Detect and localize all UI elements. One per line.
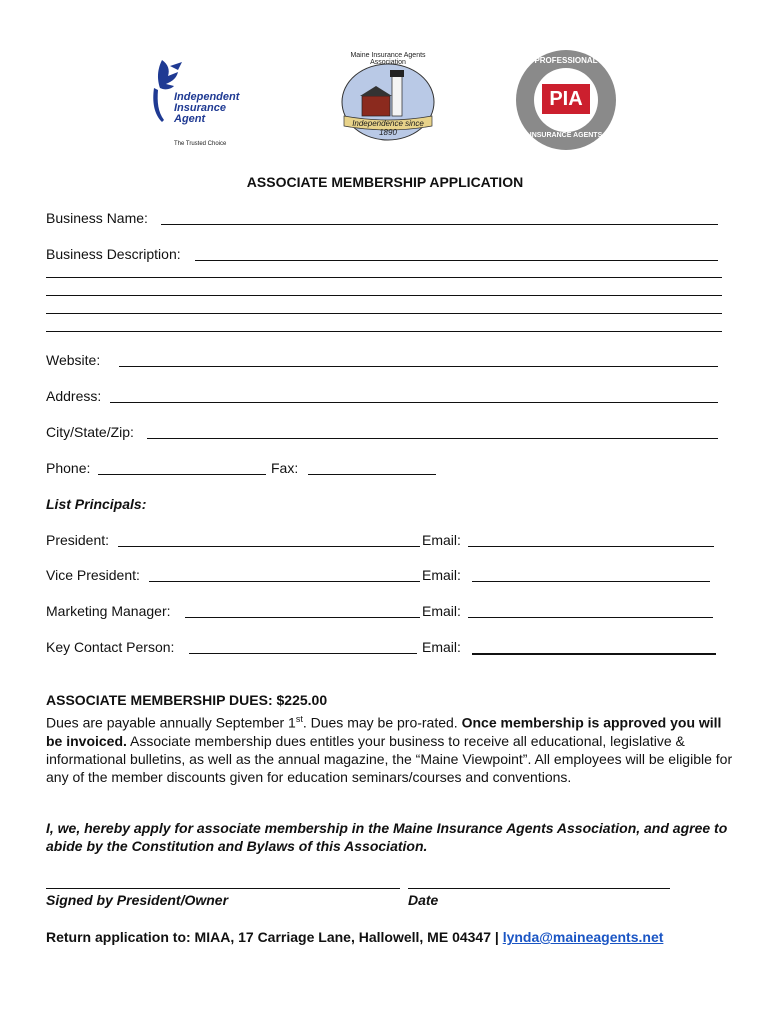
return-address-text: Return application to: MIAA, 17 Carriage Lane, Hallowell, ME 04347 | [46,929,503,945]
miaa-banner: Independence since 1890 [352,119,424,137]
pia-logo [514,48,618,152]
fax-input[interactable] [308,474,436,475]
date-label: Date [408,892,439,908]
business-description-line-3[interactable] [46,295,722,296]
independent-insurance-agent-logo [148,52,263,152]
business-name-input[interactable] [161,224,718,225]
vice-president-input[interactable] [149,581,420,582]
iia-tagline: The Trusted Choice [174,141,227,147]
key-contact-input[interactable] [189,653,417,654]
address-label: Address: [46,388,102,404]
president-email-label: Email: [422,532,461,548]
city-state-zip-input[interactable] [147,438,718,439]
business-description-input[interactable] [195,260,718,261]
contact-email-link[interactable]: lynda@maineagents.net [502,929,664,945]
pia-ring-bottom: INSURANCE AGENTS [529,132,603,139]
address-input[interactable] [110,402,718,403]
dues-text-2: . Dues may be pro-rated. [302,714,462,731]
pia-mark: PIA [549,88,583,110]
vice-president-email-input[interactable] [472,581,710,582]
miaa-arc-text: Maine Insurance Agents Association [350,52,426,66]
business-description-line-4[interactable] [46,313,722,314]
dues-text-4: Associate membership dues entitles your business to receive all educational, legislative & informational bulletins, as well as the annual magazine, the “Maine Viewpoint”. All employees will be eligible for any of the member discounts given for education seminars/courses and conventions. [46,732,733,785]
marketing-manager-email-input[interactable] [468,617,713,618]
phone-label: Phone: [46,460,91,476]
dues-paragraph [46,710,736,786]
website-label: Website: [46,352,101,368]
fax-label: Fax: [271,460,299,476]
key-contact-email-label: Email: [422,639,461,655]
president-input[interactable] [118,546,420,547]
pia-ring-top: PROFESSIONAL [534,56,598,65]
dues-heading: ASSOCIATE MEMBERSHIP DUES: $225.00 [46,692,328,708]
business-description-label: Business Description: [46,246,181,262]
dues-text-bold: Once membership is approved you will be invoiced. [46,714,722,749]
key-contact-email-input[interactable] [472,653,716,655]
phone-input[interactable] [98,474,266,475]
business-name-label: Business Name: [46,210,148,226]
website-input[interactable] [119,366,718,367]
business-description-line-5[interactable] [46,331,722,332]
signed-by-label: Signed by President/Owner [46,892,229,908]
form-title: ASSOCIATE MEMBERSHIP APPLICATION [246,174,524,190]
signature-input[interactable] [46,888,400,889]
marketing-manager-email-label: Email: [422,603,461,619]
business-description-line-2[interactable] [46,277,722,278]
date-input[interactable] [408,888,670,889]
vice-president-label: Vice President: [46,567,140,583]
iia-line3: Agent [174,113,206,125]
miaa-logo [332,52,444,148]
declaration: I, we, hereby apply for associate membership in the Maine Insurance Agents Association, and agree to abide by the Constitution and Bylaws of this Association. [46,820,728,854]
iia-line1: Independent [174,91,240,103]
president-label: President: [46,532,110,548]
city-state-zip-label: City/State/Zip: [46,424,134,440]
vice-president-email-label: Email: [422,567,461,583]
dues-text-sup: st [295,714,303,724]
dues-text-1: Dues are payable annually September 1 [46,714,296,731]
president-email-input[interactable] [468,546,714,547]
marketing-manager-label: Marketing Manager: [46,603,171,619]
return-address [46,929,663,945]
marketing-manager-input[interactable] [185,617,420,618]
principals-heading: List Principals: [46,496,147,512]
iia-line2: Insurance [174,102,226,114]
key-contact-label: Key Contact Person: [46,639,175,655]
